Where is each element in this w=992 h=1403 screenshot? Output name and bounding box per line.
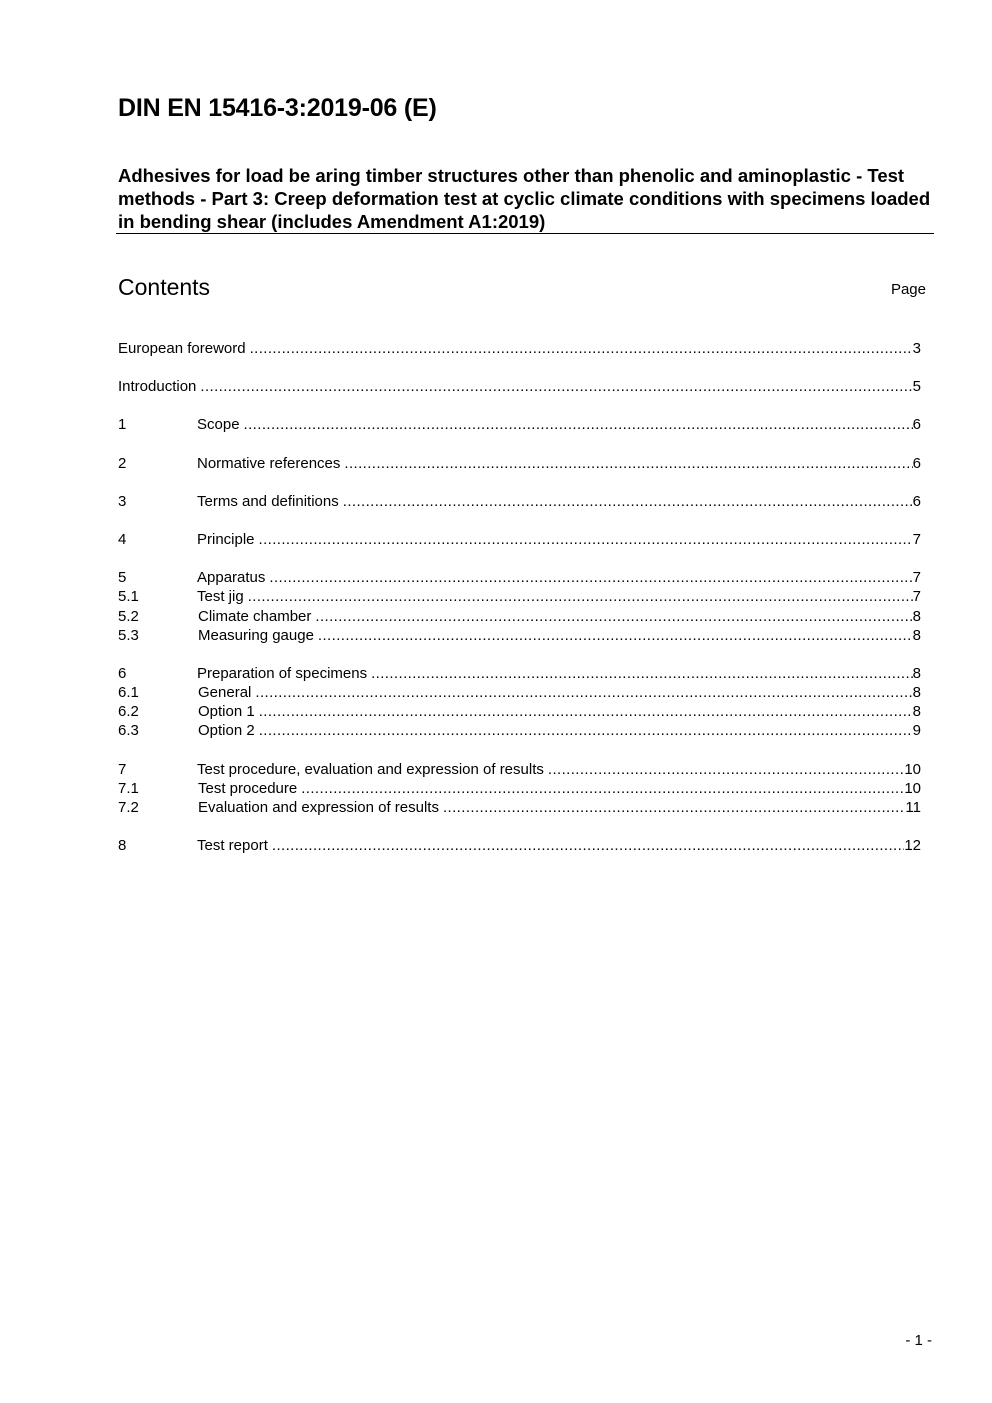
toc-entry-test-report[interactable] (118, 836, 921, 855)
toc-entry-normative-references[interactable] (118, 454, 921, 473)
toc-entry-european-foreword[interactable] (118, 339, 921, 358)
toc-entry-page: 8 (912, 664, 921, 682)
toc-dot-leader (259, 721, 913, 740)
toc-entry-introduction[interactable] (118, 377, 921, 396)
toc-entry-test-jig[interactable] (118, 587, 921, 606)
toc-entry-number: 6.1 (118, 684, 139, 702)
toc-entry-page: 7 (912, 588, 921, 606)
toc-entry-number: 1 (118, 416, 127, 434)
page-column-label: Page (890, 281, 926, 298)
toc-entry-page: 10 (904, 760, 921, 778)
toc-entry-title: Test procedure, evaluation and expression of results (197, 760, 544, 778)
toc-entry-option-1[interactable] (118, 702, 921, 721)
toc-entry-title: Measuring gauge (198, 626, 314, 644)
toc-entry-number: 5.1 (118, 588, 139, 606)
toc-entry-page: 7 (912, 569, 921, 587)
toc-dot-leader (200, 377, 912, 396)
toc-entry-title: Apparatus (197, 569, 266, 587)
toc-entry-scope[interactable] (118, 415, 921, 434)
toc-dot-leader (344, 454, 912, 473)
toc-entry-page: 5 (912, 378, 921, 396)
toc-entry-page: 9 (912, 722, 921, 740)
toc-entry-terms-and-definitions[interactable] (118, 492, 921, 511)
toc-entry-title: Terms and definitions (197, 492, 339, 510)
toc-entry-title: Option 1 (198, 703, 255, 721)
toc-entry-number: 5.3 (118, 626, 139, 644)
toc-entry-page: 11 (905, 799, 921, 816)
toc-entry-number: 4 (118, 530, 127, 548)
toc-entry-number: 3 (118, 492, 127, 510)
document-title: Adhesives for load be aring timber structures other than phenolic and aminoplastic - Test methods - Part 3: Creep deformation test at cyclic climate conditions with specimens loaded in bending shear (includes Amendment A1:2019) (118, 165, 931, 232)
toc-dot-leader (255, 683, 912, 702)
toc-entry-title: Option 2 (198, 722, 255, 740)
toc-entry-page: 8 (912, 626, 921, 644)
toc-entry-number: 5 (118, 569, 127, 587)
toc-entry-title: Preparation of specimens (197, 664, 368, 682)
toc-dot-leader (343, 492, 913, 511)
toc-dot-leader (371, 664, 913, 683)
page-number: - 1 - (905, 1332, 932, 1349)
toc-dot-leader (272, 836, 904, 855)
toc-entry-option-2[interactable] (118, 721, 921, 740)
toc-dot-leader (259, 530, 913, 549)
toc-entry-title: Climate chamber (198, 607, 312, 625)
toc-entry-preparation-of-specimens[interactable] (118, 664, 921, 683)
toc-entry-title: Normative references (197, 454, 341, 472)
toc-entry-title: Introduction (118, 378, 197, 396)
toc-entry-number: 8 (118, 837, 127, 855)
toc-entry-number: 6 (118, 664, 127, 682)
toc-entry-page: 7 (912, 530, 921, 548)
toc-entry-page: 10 (904, 779, 921, 797)
toc-dot-leader (248, 587, 913, 606)
title-divider (116, 233, 934, 234)
toc-entry-page: 8 (912, 607, 921, 625)
toc-entry-number: 7 (118, 760, 127, 778)
toc-entry-title: Test procedure (198, 779, 298, 797)
toc-entry-general[interactable] (118, 683, 921, 702)
toc-dot-leader (301, 779, 904, 798)
toc-entry-number: 5.2 (118, 607, 139, 625)
toc-entry-title: Evaluation and expression of results (198, 799, 439, 816)
toc-dot-leader (244, 415, 913, 434)
toc-entry-number: 7.2 (118, 799, 139, 816)
toc-dot-leader (443, 798, 905, 817)
toc-entry-number: 6.2 (118, 703, 139, 721)
toc-entry-title: Test jig (197, 588, 244, 606)
toc-entry-number: 7.1 (118, 779, 139, 797)
toc-entry-number: 2 (118, 454, 127, 472)
toc-entry-page: 8 (912, 703, 921, 721)
contents-heading: Contents (118, 274, 211, 300)
document-id: DIN EN 15416-3:2019-06 (E) (118, 94, 437, 122)
toc-dot-leader (259, 702, 913, 721)
toc-dot-leader (318, 626, 913, 645)
toc-entry-page: 12 (904, 837, 921, 855)
toc-entry-page: 8 (912, 684, 921, 702)
toc-entry-evaluation-and-expression[interactable] (118, 798, 921, 817)
toc-entry-climate-chamber[interactable] (118, 607, 921, 626)
toc-entry-title: Principle (197, 530, 255, 548)
toc-dot-leader (250, 339, 913, 358)
toc-entry-title: European foreword (118, 340, 246, 357)
toc-entry-page: 6 (912, 454, 921, 472)
toc-entry-title: Test report (197, 837, 268, 855)
toc-entry-title: Scope (197, 416, 240, 434)
toc-dot-leader (548, 760, 904, 779)
toc-entry-test-procedure-evaluation[interactable] (118, 760, 921, 779)
table-of-contents (118, 339, 921, 855)
toc-entry-apparatus[interactable] (118, 568, 921, 587)
toc-entry-measuring-gauge[interactable] (118, 626, 921, 645)
toc-entry-test-procedure[interactable] (118, 779, 921, 798)
toc-entry-principle[interactable] (118, 530, 921, 549)
toc-dot-leader (269, 568, 912, 587)
toc-entry-page: 3 (912, 340, 921, 357)
toc-entry-number: 6.3 (118, 722, 139, 740)
toc-entry-page: 6 (912, 416, 921, 434)
toc-entry-page: 6 (912, 492, 921, 510)
toc-dot-leader (315, 607, 912, 626)
toc-entry-title: General (198, 684, 252, 702)
